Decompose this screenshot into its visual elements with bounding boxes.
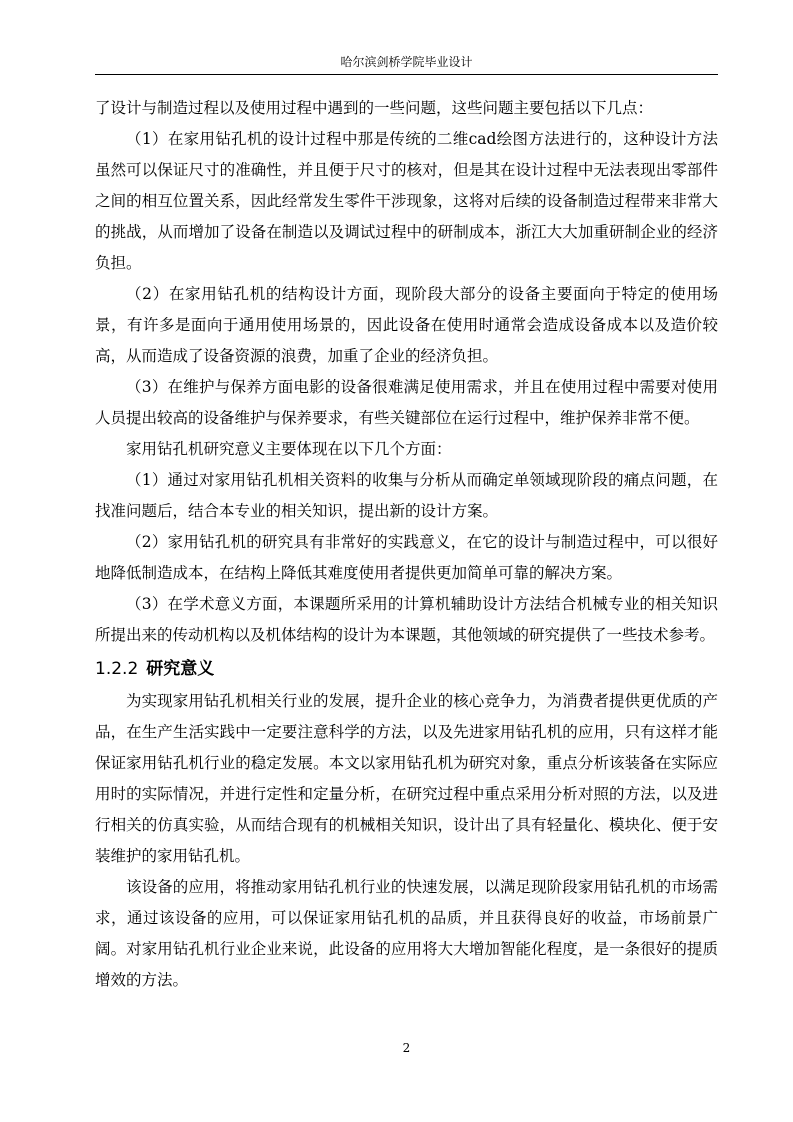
section-number: 1.2.2	[95, 659, 139, 679]
paragraph-significance-2: （2）家用钻孔机的研究具有非常好的实践意义，在它的设计与制造过程中，可以很好地降低制造成本，在结构上降低其难度使用者提供更加简单可靠的解决方案。	[95, 533, 718, 582]
header-rule	[95, 74, 718, 75]
section-title: 研究意义	[146, 659, 215, 679]
paragraph-significance-intro: 家用钻孔机研究意义主要体现在以下几个方面：	[126, 440, 452, 458]
section-heading	[95, 654, 718, 684]
paragraph-issue-1: （1）在家用钻孔机的设计过程中那是传统的二维cad绘图方法进行的，这种设计方法虽然可以保证尺寸的准确性，并且便于尺寸的核对，但是其在设计过程中无法表现出零部件之间的相互位置关系，因此经常发生零件干涉现象，这将对后续的设备制造过程带来非常大的挑战，从而增加了设备在制造以及调试过程中的研制成本，浙江大大加重研制企业的经济负担。	[95, 130, 718, 272]
paragraph-issue-3: （3）在维护与保养方面电影的设备很难满足使用需求，并且在使用过程中需要对使用人员提出较高的设备维护与保养要求，有些关键部位在运行过程中，维护保养非常不便。	[95, 378, 718, 427]
page-header: 哈尔滨剑桥学院毕业设计	[340, 55, 473, 69]
page-content	[95, 93, 718, 996]
paragraph-issue-2: （2）在家用钻孔机的结构设计方面，现阶段大部分的设备主要面向于特定的使用场景，有许多是面向于通用使用场景的，因此设备在使用时通常会造成设备成本以及造价较高，从而造成了设备资源的浪费，加重了企业的经济负担。	[95, 285, 718, 365]
paragraph-research-1: 为实现家用钻孔机相关行业的发展，提升企业的核心竞争力，为消费者提供更优质的产品，在生产生活实践中一定要注意科学的方法，以及先进家用钻孔机的应用，只有这样才能保证家用钻孔机行业的稳定发展。本文以家用钻孔机为研究对象，重点分析该装备在实际应用时的实际情况，并进行定性和定量分析，在研究过程中重点采用分析对照的方法，以及进行相关的仿真实验，从而结合现有的机械相关知识，设计出了具有轻量化、模块化、便于安装维护的家用钻孔机。	[95, 692, 718, 865]
paragraph-continuation: 了设计与制造过程以及使用过程中遇到的一些问题，这些问题主要包括以下几点：	[95, 99, 654, 117]
page-number: 2	[402, 1041, 411, 1055]
paragraph-significance-1: （1）通过对家用钻孔机相关资料的收集与分析从而确定单领域现阶段的痛点问题，在找准问题后，结合本专业的相关知识，提出新的设计方案。	[95, 471, 718, 520]
paragraph-research-2: 该设备的应用，将推动家用钻孔机行业的快速发展，以满足现阶段家用钻孔机的市场需求，通过该设备的应用，可以保证家用钻孔机的品质，并且获得良好的收益，市场前景广阔。对家用钻孔机行业企业来说，此设备的应用将大大增加智能化程度，是一条很好的提质增效的方法。	[95, 878, 718, 989]
paragraph-significance-3: （3）在学术意义方面，本课题所采用的计算机辅助设计方法结合机械专业的相关知识所提出来的传动机构以及机体结构的设计为本课题，其他领域的研究提供了一些技术参考。	[95, 595, 718, 644]
